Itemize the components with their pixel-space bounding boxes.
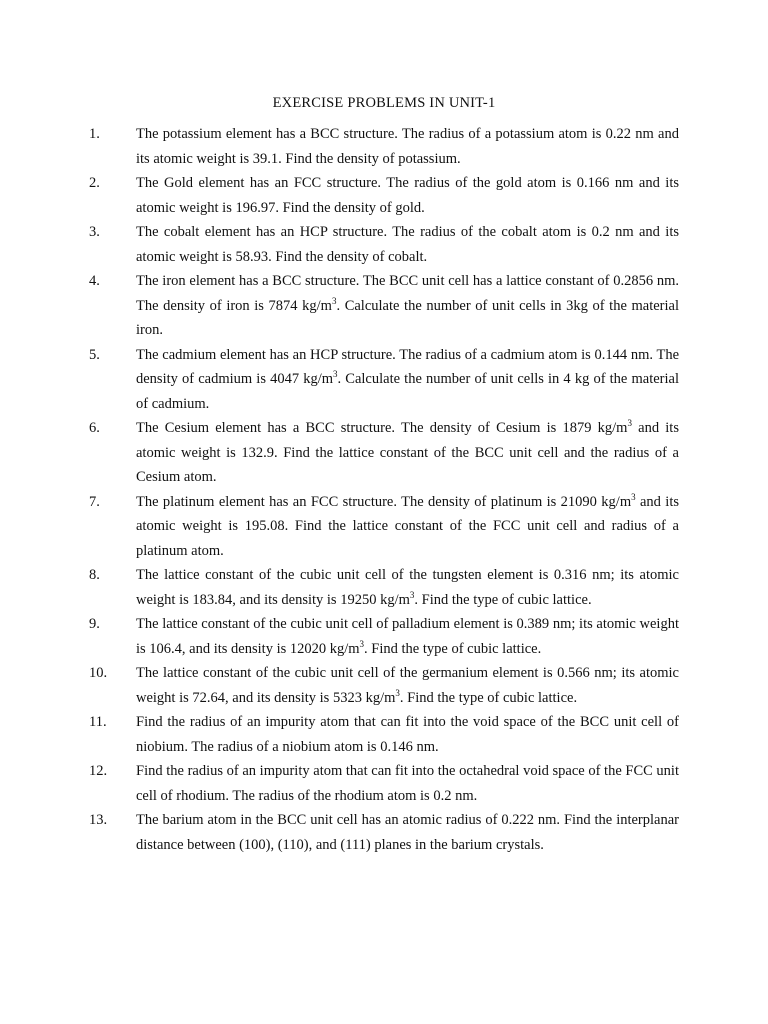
problem-number: 13.: [89, 812, 108, 828]
problem-item: [0, 122, 768, 171]
problem-text: [136, 612, 679, 661]
problem-text-segment: . Find the type of cubic lattice.: [399, 689, 578, 706]
problem-number: 3.: [89, 224, 100, 240]
problem-item: [0, 343, 768, 417]
problem-number: 1.: [89, 126, 100, 142]
superscript-exponent: 3: [331, 295, 337, 306]
problem-text: [136, 661, 679, 710]
problem-text-segment: The barium atom in the BCC unit cell has an atomic radius of 0.222 nm. Find the interplanar distance between (100), (110), and (111) planes in the barium crystals.: [136, 812, 679, 853]
superscript-exponent: 3: [395, 687, 400, 698]
problem-text-segment: . Find the type of cubic lattice.: [364, 640, 542, 657]
superscript-exponent: 3: [409, 589, 415, 600]
problem-text-segment: . Calculate the number of unit cells in 3kg of the material iron.: [136, 297, 680, 338]
problem-text-segment: . Calculate the number of unit cells in 4 kg of the material of cadmium.: [136, 371, 679, 412]
problem-number: 10.: [89, 665, 108, 681]
problem-text-segment: The Gold element has an FCC structure. The radius of the gold atom is 0.166 nm and its atomic weight is 196.97. Find the density of gold.: [136, 175, 679, 216]
problem-text-segment: Find the radius of an impurity atom that can fit into the octahedral void space of the FCC unit cell of rhodium. The radius of the rhodium atom is 0.2 nm.: [136, 763, 679, 804]
document-title: EXERCISE PROBLEMS IN UNIT-1: [272, 95, 496, 111]
problem-number: 8.: [89, 567, 100, 583]
problem-number: 5.: [89, 346, 100, 363]
problem-text: [136, 122, 679, 171]
problem-text-segment: and its atomic weight is 132.9. Find the lattice constant of the BCC unit cell and the radius of a Cesium atom.: [136, 420, 679, 485]
problem-item: [0, 563, 768, 612]
superscript-exponent: 3: [333, 369, 338, 379]
problem-number: 6.: [89, 420, 100, 436]
problem-list: [0, 122, 768, 857]
problem-item: [0, 220, 768, 269]
problem-item: [0, 710, 768, 759]
problem-number: 9.: [89, 616, 100, 632]
problem-text: [136, 710, 679, 759]
problem-text-segment: The cadmium element has an HCP structure. The radius of a cadmium atom is 0.144 nm. The density of cadmium is 4047 kg/m: [136, 346, 679, 387]
superscript-exponent: 3: [631, 491, 636, 502]
problem-text-segment: The cobalt element has an HCP structure. The radius of the cobalt atom is 0.2 nm and its atomic weight is 58.93. Find the density of cobalt.: [136, 224, 679, 265]
problem-text-segment: The Cesium element has a BCC structure. The density of Cesium is 1879 kg/m: [136, 420, 628, 436]
problem-text: [136, 490, 679, 564]
problem-text: [136, 171, 679, 220]
superscript-exponent: 3: [359, 638, 365, 649]
problem-text: [136, 563, 679, 612]
problem-item: [0, 612, 768, 661]
problem-text-segment: The lattice constant of the cubic unit cell of palladium element is 0.389 nm; its atomic weight is 106.4, and its density is 12020 kg/m: [136, 616, 679, 657]
problem-number: 12.: [89, 763, 108, 779]
problem-text-segment: The lattice constant of the cubic unit cell of the tungsten element is 0.316 nm; its atomic weight is 183.84, and its density is 19250 kg/m: [136, 567, 679, 608]
problem-item: [0, 416, 768, 490]
problem-number: 7.: [89, 493, 100, 510]
problem-text: [136, 343, 679, 417]
problem-text: [136, 808, 679, 857]
problem-text: [136, 269, 679, 343]
problem-text-segment: The platinum element has an FCC structure. The density of platinum is 21090 kg/m: [136, 493, 632, 510]
problem-text-segment: The potassium element has a BCC structure. The radius of a potassium atom is 0.22 nm and its atomic weight is 39.1. Find the density of potassium.: [136, 126, 679, 167]
problem-text: [136, 220, 679, 269]
problem-text: [136, 759, 679, 808]
problem-text-segment: The iron element has a BCC structure. The BCC unit cell has a lattice constant of 0.2856 nm. The density of iron is 7874 kg/m: [136, 273, 679, 314]
problem-item: [0, 808, 768, 857]
problem-text-segment: and its atomic weight is 195.08. Find the lattice constant of the FCC unit cell and radius of a platinum atom.: [136, 493, 679, 559]
problem-item: [0, 661, 768, 710]
problem-text-segment: . Find the type of cubic lattice.: [414, 591, 592, 608]
problem-item: [0, 759, 768, 808]
problem-item: [0, 171, 768, 220]
problem-item: [0, 269, 768, 343]
problem-text-segment: Find the radius of an impurity atom that can fit into the void space of the BCC unit cell of niobium. The radius of a niobium atom is 0.146 nm.: [136, 714, 679, 755]
problem-number: 4.: [89, 273, 100, 289]
problem-text-segment: The lattice constant of the cubic unit cell of the germanium element is 0.566 nm; its atomic weight is 72.64, and its density is 5323 kg/m: [136, 665, 679, 706]
problem-number: 2.: [89, 175, 100, 191]
problem-item: [0, 490, 768, 564]
superscript-exponent: 3: [627, 418, 632, 428]
problem-text: [136, 416, 679, 490]
problem-number: 11.: [89, 714, 107, 730]
